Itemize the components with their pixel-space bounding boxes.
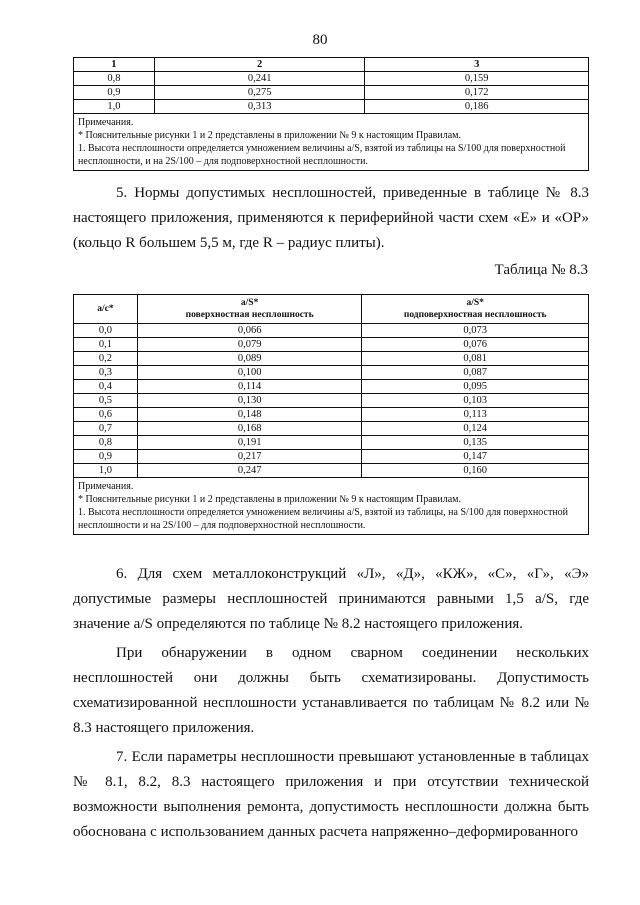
paragraph-5: 5. Нормы допустимых несплошностей, приведенные в таблице № 8.3 настоящего приложения, применяются к периферийной части схем «Е» и «ОР» (кольцо R большем 5,5 м, где R – радиус плиты). bbox=[73, 185, 589, 251]
table-cell: 0,113 bbox=[362, 408, 589, 422]
table-cell: 0,103 bbox=[362, 394, 589, 408]
table-cell: 0,124 bbox=[362, 422, 589, 436]
note-item: 1. Высота несплошности определяется умножением величины a/S, взятой из таблицы на S/100 для поверхностной несплошности, и на 2S/100 – для подповерхностной несплошности. bbox=[78, 143, 566, 167]
table-row bbox=[74, 394, 589, 408]
table-cell: 0,1 bbox=[74, 338, 138, 352]
paragraph-6: 6. Для схем металлоконструкций «Л», «Д», «КЖ», «С», «Г», «Э» допустимые размеры несплошностей принимаются равными 1,5 a/S, где значение a/S определяются по таблице № 8.2 настоящего приложения. bbox=[73, 566, 589, 632]
table-row bbox=[74, 436, 589, 450]
column-header: a/c* bbox=[74, 295, 138, 324]
table-row bbox=[74, 408, 589, 422]
table-row bbox=[74, 338, 589, 352]
table-cell: 0,079 bbox=[137, 338, 362, 352]
header-top: a/S* bbox=[240, 298, 259, 308]
table-cell: 1,0 bbox=[74, 100, 155, 114]
table-cell: 0,8 bbox=[74, 72, 155, 86]
table-cell: 0,066 bbox=[137, 324, 362, 338]
table-cell: 0,9 bbox=[74, 450, 138, 464]
column-header: 2 bbox=[154, 58, 365, 72]
table-cell: 0,2 bbox=[74, 352, 138, 366]
table-row bbox=[74, 324, 589, 338]
table-cell: 0,7 bbox=[74, 422, 138, 436]
column-header: 3 bbox=[365, 58, 589, 72]
table-cell: 0,095 bbox=[362, 380, 589, 394]
table-cell: 0,160 bbox=[362, 464, 589, 478]
paragraph-7: 7. Если параметры несплошности превышают установленные в таблицах № 8.1, 8.2, 8.3 настоящего приложения и при отсутствии технической возможности выполнения ремонта, допустимость несплошности должна быть обоснована с использованием данных расчета напряженно–деформированного bbox=[73, 749, 589, 840]
table-8-3 bbox=[73, 294, 589, 535]
table-cell: 0,172 bbox=[365, 86, 589, 100]
table-caption: Таблица № 8.3 bbox=[494, 262, 588, 278]
table-cell: 0,8 bbox=[74, 436, 138, 450]
column-header: 1 bbox=[74, 58, 155, 72]
table-header-row bbox=[74, 58, 589, 72]
table-cell: 0,217 bbox=[137, 450, 362, 464]
table-row bbox=[74, 450, 589, 464]
table-row bbox=[74, 422, 589, 436]
table-cell: 0,247 bbox=[137, 464, 362, 478]
table-cell: 0,076 bbox=[362, 338, 589, 352]
notes-title: Примечания. bbox=[78, 481, 134, 492]
table-continuation bbox=[73, 57, 589, 171]
table-cell: 0,5 bbox=[74, 394, 138, 408]
table-cell: 0,148 bbox=[137, 408, 362, 422]
table-header-row bbox=[74, 295, 589, 324]
table-cell: 0,073 bbox=[362, 324, 589, 338]
table-cell: 0,0 bbox=[74, 324, 138, 338]
page-number: 80 bbox=[312, 32, 328, 48]
table-row bbox=[74, 72, 589, 86]
column-header bbox=[362, 295, 589, 324]
table-cell: 0,159 bbox=[365, 72, 589, 86]
header-bottom: поверхностная несплошность bbox=[185, 310, 314, 320]
table-cell: 0,100 bbox=[137, 366, 362, 380]
table-cell: 0,275 bbox=[154, 86, 365, 100]
table-row bbox=[74, 352, 589, 366]
table-cell: 0,089 bbox=[137, 352, 362, 366]
notes-title: Примечания. bbox=[78, 117, 134, 128]
table-row bbox=[74, 380, 589, 394]
table-cell: 0,114 bbox=[137, 380, 362, 394]
table-cell: 0,147 bbox=[362, 450, 589, 464]
header-top: a/S* bbox=[466, 298, 484, 308]
table-cell: 0,3 bbox=[74, 366, 138, 380]
table-row bbox=[74, 86, 589, 100]
table-row bbox=[74, 366, 589, 380]
table-cell: 0,191 bbox=[137, 436, 362, 450]
note-item: * Пояснительные рисунки 1 и 2 представлены в приложении № 9 к настоящим Правилам. bbox=[78, 130, 461, 141]
table-cell: 0,4 bbox=[74, 380, 138, 394]
table-cell: 0,6 bbox=[74, 408, 138, 422]
table-row bbox=[74, 100, 589, 114]
table-notes bbox=[74, 114, 589, 171]
table-cell: 0,9 bbox=[74, 86, 155, 100]
table-cell: 0,081 bbox=[362, 352, 589, 366]
note-item: * Пояснительные рисунки 1 и 2 представлены в приложении № 9 к настоящим Правилам. bbox=[78, 494, 461, 505]
table-cell: 0,168 bbox=[137, 422, 362, 436]
table-row bbox=[74, 464, 589, 478]
table-cell: 1,0 bbox=[74, 464, 138, 478]
header-bottom: подповерхностная несплошность bbox=[403, 310, 547, 320]
table-cell: 0,135 bbox=[362, 436, 589, 450]
table-notes bbox=[74, 478, 589, 535]
table-cell: 0,130 bbox=[137, 394, 362, 408]
paragraph-6-continued: При обнаружении в одном сварном соединении нескольких несплошностей они должны быть схематизированы. Допустимость схематизированной несплошности устанавливается по таблицам № 8.2 или № 8.3 настоящего приложения. bbox=[73, 645, 589, 736]
table-cell: 0,186 bbox=[365, 100, 589, 114]
table-cell: 0,313 bbox=[154, 100, 365, 114]
column-header bbox=[137, 295, 362, 324]
table-cell: 0,087 bbox=[362, 366, 589, 380]
note-item: 1. Высота несплошности определяется умножением величины a/S, взятой из таблицы, на S/100 для поверхностной несплошности и на 2S/100 – для подповерхностной несплошности. bbox=[78, 507, 569, 531]
table-cell: 0,241 bbox=[154, 72, 365, 86]
